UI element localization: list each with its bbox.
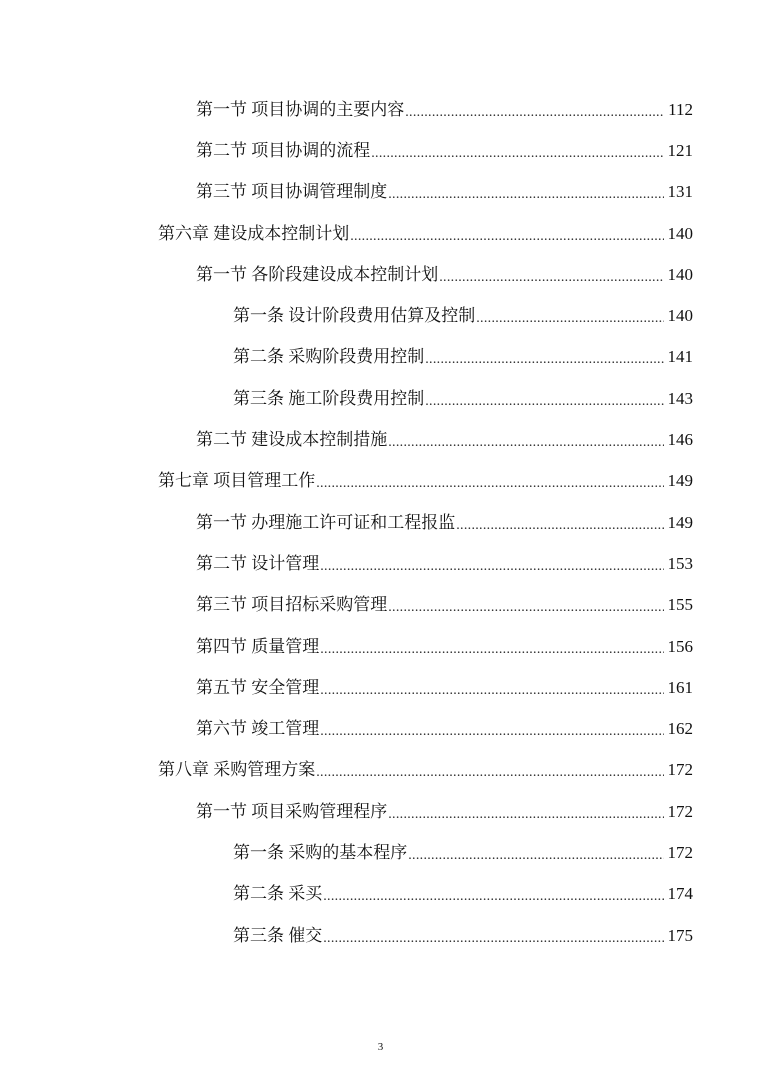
toc-entry-title: 第二节 建设成本控制措施: [196, 430, 388, 450]
toc-entry-title: 第一节 项目采购管理程序: [196, 801, 388, 821]
dot-leader: [316, 763, 664, 783]
toc-entry-title: 第一节 办理施工许可证和工程报监: [196, 512, 456, 532]
toc-entry-title: 第五节 安全管理: [196, 677, 320, 697]
toc-entry[interactable]: [0, 130, 761, 171]
toc-entry-page: 146: [667, 430, 693, 450]
toc-entry[interactable]: [0, 585, 761, 626]
toc-entry[interactable]: [0, 502, 761, 543]
dot-leader: [388, 598, 664, 618]
toc-entry[interactable]: [0, 89, 761, 130]
dot-leader: [405, 103, 664, 123]
toc-entry-title: 第六章 建设成本控制计划: [158, 223, 350, 243]
dot-leader: [388, 185, 664, 205]
page-number: 3: [377, 1041, 384, 1053]
dot-leader: [323, 929, 664, 949]
toc-entry-page: 143: [667, 388, 693, 408]
dot-leader: [371, 144, 664, 164]
toc-entry-page: 121: [667, 140, 693, 160]
toc-entry-page: 172: [667, 760, 693, 780]
toc-entry-title: 第三节 项目招标采购管理: [196, 595, 388, 615]
toc-entry-title: 第一条 采购的基本程序: [233, 842, 408, 862]
dot-leader: [476, 309, 664, 329]
toc-entry[interactable]: [0, 172, 761, 213]
toc-entry-title: 第三条 施工阶段费用控制: [233, 388, 425, 408]
toc-entry[interactable]: [0, 295, 761, 336]
toc-entry-page: 140: [667, 306, 693, 326]
toc-entry-page: 174: [667, 884, 693, 904]
toc-entry-page: 155: [667, 595, 693, 615]
table-of-contents: [0, 89, 761, 956]
dot-leader: [320, 681, 664, 701]
toc-entry[interactable]: [0, 791, 761, 832]
toc-entry-page: 175: [667, 925, 693, 945]
toc-entry-page: 140: [667, 223, 693, 243]
toc-entry-page: 140: [667, 264, 693, 284]
toc-entry-title: 第三条 催交: [233, 925, 323, 945]
toc-entry[interactable]: [0, 667, 761, 708]
toc-entry-title: 第七章 项目管理工作: [158, 471, 316, 491]
toc-entry[interactable]: [0, 543, 761, 584]
toc-entry[interactable]: [0, 874, 761, 915]
toc-entry[interactable]: [0, 378, 761, 419]
toc-entry-page: 112: [668, 99, 693, 119]
dot-leader: [408, 846, 664, 866]
toc-entry-page: 156: [667, 636, 693, 656]
toc-entry[interactable]: [0, 337, 761, 378]
toc-entry-title: 第二节 项目协调的流程: [196, 140, 371, 160]
toc-entry-title: 第二节 设计管理: [196, 553, 320, 573]
dot-leader: [388, 433, 664, 453]
dot-leader: [320, 557, 664, 577]
toc-entry-page: 162: [667, 719, 693, 739]
toc-entry[interactable]: [0, 708, 761, 749]
toc-entry-page: 131: [667, 182, 693, 202]
toc-entry[interactable]: [0, 626, 761, 667]
toc-entry-title: 第二条 采买: [233, 884, 323, 904]
toc-entry-page: 161: [667, 677, 693, 697]
toc-entry-page: 149: [667, 471, 693, 491]
toc-entry[interactable]: [0, 750, 761, 791]
toc-entry[interactable]: [0, 419, 761, 460]
toc-entry-page: 172: [667, 801, 693, 821]
toc-entry-title: 第二条 采购阶段费用控制: [233, 347, 425, 367]
toc-entry[interactable]: [0, 254, 761, 295]
toc-entry-page: 149: [667, 512, 693, 532]
dot-leader: [439, 268, 664, 288]
dot-leader: [425, 392, 664, 412]
toc-entry-page: 141: [667, 347, 693, 367]
toc-entry-title: 第一节 项目协调的主要内容: [196, 99, 405, 119]
toc-entry[interactable]: [0, 213, 761, 254]
toc-entry[interactable]: [0, 915, 761, 956]
toc-entry-title: 第一条 设计阶段费用估算及控制: [233, 306, 476, 326]
toc-entry-page: 172: [667, 842, 693, 862]
dot-leader: [316, 474, 664, 494]
toc-entry[interactable]: [0, 461, 761, 502]
toc-entry-title: 第三节 项目协调管理制度: [196, 182, 388, 202]
dot-leader: [456, 516, 664, 536]
toc-entry[interactable]: [0, 832, 761, 873]
dot-leader: [350, 227, 664, 247]
toc-entry-page: 153: [667, 553, 693, 573]
toc-entry-title: 第一节 各阶段建设成本控制计划: [196, 264, 439, 284]
dot-leader: [323, 887, 664, 907]
toc-entry-title: 第六节 竣工管理: [196, 719, 320, 739]
toc-entry-title: 第四节 质量管理: [196, 636, 320, 656]
dot-leader: [320, 722, 664, 742]
toc-entry-title: 第八章 采购管理方案: [158, 760, 316, 780]
dot-leader: [425, 350, 664, 370]
dot-leader: [320, 640, 664, 660]
dot-leader: [388, 805, 664, 825]
